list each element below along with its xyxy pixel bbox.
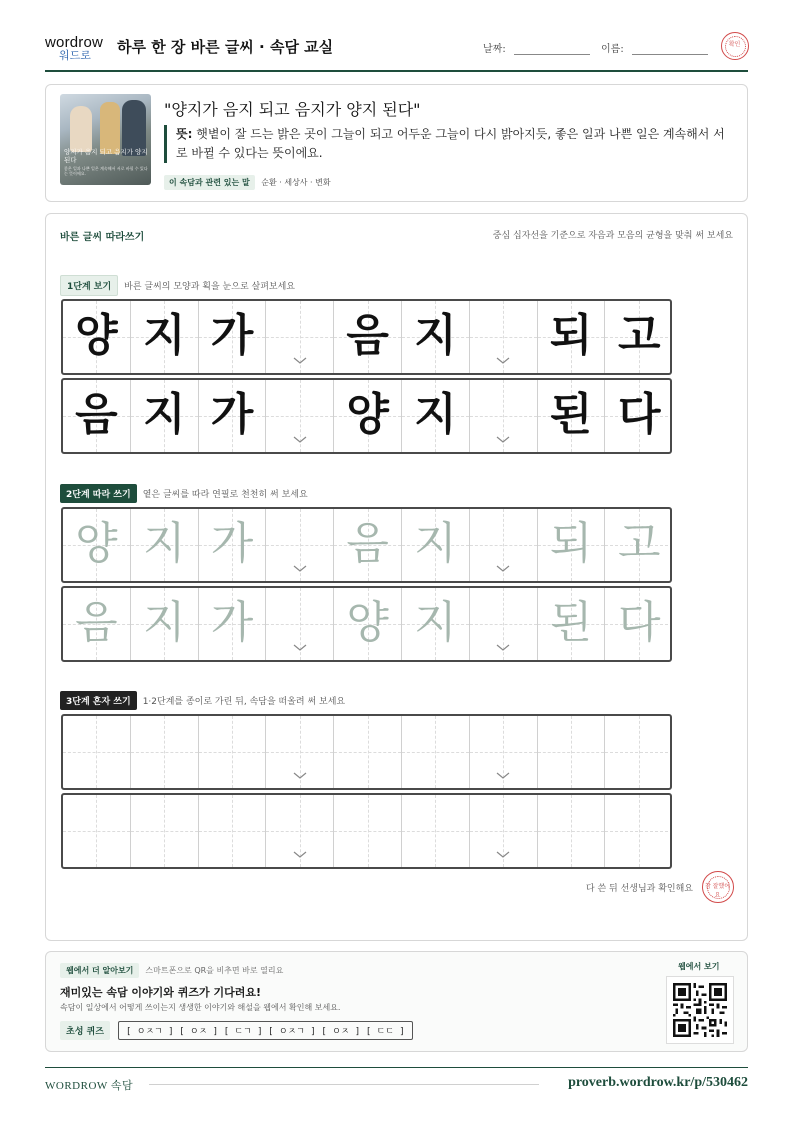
trace-character: 양 [75,518,118,569]
model-character: 지 [414,310,457,361]
space-mark-icon [496,357,510,365]
grid-cell [538,380,606,452]
grid-cell[interactable] [334,716,402,788]
proverb-thumbnail [60,94,151,185]
model-character: 음 [75,389,118,440]
trace-character: 고 [618,518,661,569]
good-job-stamp-icon [702,871,734,903]
space-mark-icon [496,565,510,573]
trace-character: 되 [549,518,593,569]
page-title: 하루 한 장 바른 글씨 · 속담 교실 [117,38,334,56]
practice-section [45,213,748,941]
page-footer [45,1067,748,1092]
trace-character: 음 [75,597,118,648]
meaning-text: 햇볕이 잘 드는 밝은 곳이 그늘이 되고 어두운 그늘이 다시 밝아지듯, 좋은 일과 나쁜 일은 계속해서 서로 바뀔 수 있다는 뜻이에요. [176,127,725,160]
date-field[interactable] [483,40,590,55]
grid-cell [131,380,199,452]
grid-cell [402,301,470,373]
space-mark-icon [496,436,510,444]
trace-character: 지 [414,597,457,648]
space-cell[interactable] [470,795,538,867]
qr-label: 웹에서 보기 [678,962,720,971]
grid-cell [605,380,672,452]
proverb-card [45,84,748,202]
quiz-label: 초성 퀴즈 [60,1021,110,1040]
step2-desc: 옅은 글씨를 따라 연필로 천천히 써 보세요 [142,490,308,500]
model-character: 고 [618,310,661,361]
space-cell[interactable] [266,716,334,788]
proverb-title: "양지가 음지 되고 음지가 양지 된다" [164,100,421,119]
grid-cell[interactable] [402,795,470,867]
chosung-quiz [60,1021,413,1040]
step2-row-2[interactable] [61,586,672,662]
trace-character: 양 [346,597,389,648]
model-character: 다 [618,389,661,440]
model-character: 지 [142,389,186,440]
grid-cell[interactable] [538,795,606,867]
check-stamp-label: 확인 [728,41,741,48]
web-tag: 웹에서 더 알아보기 [60,963,139,978]
step2-badge: 2단계 따라 쓰기 [60,484,137,503]
grid-cell[interactable] [538,509,606,581]
space-cell[interactable] [470,716,538,788]
wordrow-logo[interactable] [45,34,107,64]
space-mark-icon [293,851,307,859]
space-cell [266,301,334,373]
step2-header [60,484,308,503]
related-words [164,175,331,190]
grid-cell[interactable] [538,588,606,660]
space-mark-icon [293,357,307,365]
grid-cell [63,301,131,373]
related-tag: 이 속담과 관련 있는 말 [164,175,255,190]
qr-code-icon[interactable] [666,976,734,1044]
grid-cell [538,301,606,373]
grid-cell[interactable] [199,716,267,788]
model-character: 양 [346,389,389,440]
grid-cell[interactable] [131,588,199,660]
grid-cell [199,380,267,452]
trace-character: 다 [618,597,661,648]
name-field[interactable] [601,40,708,55]
space-mark-icon [496,772,510,780]
model-character: 지 [414,389,457,440]
model-character: 되 [549,310,593,361]
web-description: 속담이 일상에서 어떻게 쓰이는지 생생한 이야기와 해설을 웹에서 확인해 보세요. [60,1003,341,1012]
space-mark-icon [293,772,307,780]
grid-cell[interactable] [402,509,470,581]
web-tag-line [60,963,283,978]
meaning-label: 뜻: [176,127,193,141]
date-label: 날짜: [483,44,506,55]
date-line[interactable] [514,45,590,55]
grid-cell[interactable] [334,795,402,867]
space-cell[interactable] [266,509,334,581]
grid-cell[interactable] [131,795,199,867]
step2-row-1[interactable] [61,507,672,583]
teacher-check-text: 다 쓴 뒤 선생님과 확인해요 [585,884,693,894]
proverb-meaning [164,125,729,163]
quiz-box: [ ㅇㅈㄱ ] [ ㅇㅈ ] [ ㄷㄱ ] [ ㅇㅈㄱ ] [ ㅇㅈ ] [ ㄷㄷ ] [118,1021,413,1040]
web-headline: 재미있는 속담 이야기와 퀴즈가 기다려요! [60,986,261,999]
thumbnail-small-text: 좋은 일과 나쁜 일은 계속해서 서로 바뀔 수 있다는 뜻이에요. [64,166,148,176]
footer-brand: WORDROW 속담 [45,1080,134,1092]
grid-cell[interactable] [131,509,199,581]
space-cell [470,380,538,452]
grid-cell[interactable] [334,588,402,660]
space-cell[interactable] [470,588,538,660]
space-cell[interactable] [266,795,334,867]
model-character: 가 [210,389,254,440]
model-character: 된 [549,389,593,440]
grid-cell[interactable] [605,716,672,788]
trace-character: 된 [549,597,593,648]
name-line[interactable] [632,45,708,55]
check-stamp-icon [721,32,749,60]
practice-title: 바른 글씨 따라쓰기 [60,232,145,243]
logo-text: wordrow [45,34,104,51]
grid-cell[interactable] [605,509,672,581]
step1-row-2 [61,378,672,454]
step3-row-2[interactable] [61,793,672,869]
web-info-box [45,951,748,1052]
model-character: 양 [75,310,118,361]
space-cell [470,301,538,373]
step1-header [60,275,295,296]
grid-cell[interactable] [538,716,606,788]
space-mark-icon [293,565,307,573]
good-job-stamp-label: 참 잘했어요 [704,883,731,899]
step3-row-1[interactable] [61,714,672,790]
grid-cell[interactable] [199,509,267,581]
space-cell[interactable] [470,509,538,581]
grid-cell [131,301,199,373]
grid-cell[interactable] [63,588,131,660]
footer-rule [149,1084,539,1085]
step3-desc: 1·2단계를 종이로 가린 뒤, 속담을 떠올려 써 보세요 [142,697,346,707]
related-list: 순환 · 세상사 · 변화 [261,178,331,187]
step1-row-1 [61,299,672,375]
page-header [45,28,748,72]
grid-cell[interactable] [334,509,402,581]
step3-badge: 3단계 혼자 쓰기 [60,691,137,710]
step3-header [60,691,345,710]
trace-character: 음 [346,518,389,569]
grid-cell [334,380,402,452]
web-tag-sub: 스마트폰으로 QR을 비추면 바로 열리요 [145,966,284,975]
model-character: 가 [210,310,254,361]
trace-character: 가 [210,597,254,648]
grid-cell [63,380,131,452]
grid-cell [199,301,267,373]
space-cell[interactable] [266,588,334,660]
space-cell [266,380,334,452]
step1-badge: 1단계 보기 [60,275,118,296]
step1-desc: 바른 글씨의 모양과 획을 눈으로 살펴보세요 [124,282,295,292]
practice-hint: 중심 십자선을 기준으로 자음과 모음의 균형을 맞춰 써 보세요 [492,231,733,241]
space-mark-icon [496,851,510,859]
footer-url[interactable]: proverb.wordrow.kr/p/530462 [568,1075,748,1090]
thumbnail-caption: 양지가 음지 되고 음지가 양지 된다 [64,148,148,164]
trace-character: 가 [210,518,254,569]
grid-cell [402,380,470,452]
grid-cell[interactable] [605,588,672,660]
trace-character: 지 [414,518,457,569]
grid-cell[interactable] [63,716,131,788]
model-character: 음 [346,310,389,361]
trace-character: 지 [142,518,186,569]
grid-cell[interactable] [402,588,470,660]
logo-subtext: 워드로 [59,49,91,62]
name-label: 이름: [601,44,624,55]
grid-cell[interactable] [402,716,470,788]
space-mark-icon [293,436,307,444]
space-mark-icon [496,644,510,652]
model-character: 지 [142,310,186,361]
grid-cell[interactable] [131,716,199,788]
space-mark-icon [293,644,307,652]
grid-cell [605,301,672,373]
grid-cell[interactable] [199,795,267,867]
trace-character: 지 [142,597,186,648]
grid-cell [334,301,402,373]
grid-cell[interactable] [199,588,267,660]
grid-cell[interactable] [63,795,131,867]
grid-cell[interactable] [605,795,672,867]
grid-cell[interactable] [63,509,131,581]
